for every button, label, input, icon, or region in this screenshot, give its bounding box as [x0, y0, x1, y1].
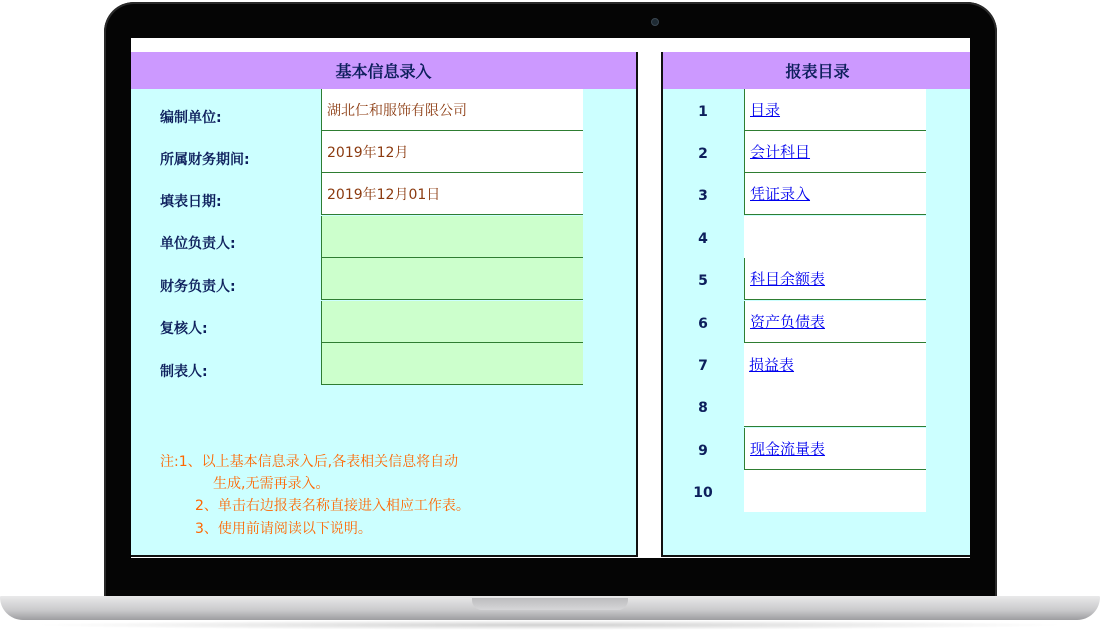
catalog-num: 1: [698, 104, 708, 120]
link-voucher-entry[interactable]: 凭证录入: [750, 185, 811, 203]
company-field[interactable]: 湖北仁和服饰有限公司: [321, 89, 583, 131]
link-accounting-subjects[interactable]: 会计科目: [750, 143, 811, 161]
laptop-shadow: [30, 620, 1070, 630]
label-period: 所属财务期间:: [160, 152, 250, 168]
catalog-row-empty: [744, 385, 926, 427]
catalog-row: [744, 343, 926, 385]
finance-head-field[interactable]: [321, 258, 583, 300]
report-catalog-panel: [661, 52, 970, 557]
basic-info-panel: [131, 52, 638, 557]
catalog-row: [744, 428, 926, 470]
camera-icon: [651, 18, 659, 26]
label-preparer: 制表人:: [160, 364, 208, 380]
catalog-num: 9: [698, 443, 708, 459]
preparer-field[interactable]: [321, 343, 583, 385]
catalog-row: [744, 89, 926, 131]
link-income-statement[interactable]: 损益表: [749, 355, 795, 374]
period-field[interactable]: 2019年12月: [321, 131, 583, 173]
laptop-notch: [472, 598, 628, 610]
catalog-num: 3: [698, 188, 708, 204]
reviewer-field[interactable]: [321, 301, 583, 343]
catalog-num: 7: [698, 358, 708, 374]
catalog-num: 8: [698, 400, 708, 416]
catalog-num: 4: [698, 231, 708, 247]
note-line-2: 生成,无需再录入。: [213, 476, 330, 492]
label-fill-date: 填表日期:: [160, 194, 222, 210]
catalog-row: [744, 301, 926, 343]
catalog-num: 2: [698, 146, 708, 162]
spreadsheet-screen: [131, 38, 970, 558]
report-catalog-header: 报表目录: [663, 52, 970, 89]
label-unit-head: 单位负责人:: [160, 236, 236, 252]
catalog-row-empty: [744, 470, 926, 512]
catalog-row: [744, 131, 926, 173]
note-line-1: 注:1、以上基本信息录入后,各表相关信息将自动: [160, 454, 459, 470]
note-line-3: 2、单击右边报表名称直接进入相应工作表。: [195, 498, 470, 514]
link-subject-balance[interactable]: 科目余额表: [750, 270, 826, 288]
link-cash-flow[interactable]: 现金流量表: [750, 440, 826, 458]
link-catalog[interactable]: 目录: [750, 101, 781, 119]
catalog-row-empty: [744, 216, 926, 258]
label-finance-head: 财务负责人:: [160, 279, 236, 295]
catalog-num: 10: [693, 485, 713, 501]
catalog-row: [744, 258, 926, 300]
catalog-row: [744, 173, 926, 215]
label-company: 编制单位:: [160, 110, 222, 126]
unit-head-field[interactable]: [321, 216, 583, 258]
basic-info-header: 基本信息录入: [131, 52, 636, 89]
note-line-4: 3、使用前请阅读以下说明。: [195, 521, 372, 537]
catalog-num: 5: [698, 273, 708, 289]
link-balance-sheet[interactable]: 资产负债表: [750, 313, 826, 331]
fill-date-field[interactable]: 2019年12月01日: [321, 173, 583, 215]
catalog-num: 6: [698, 316, 708, 332]
label-reviewer: 复核人:: [160, 321, 208, 337]
